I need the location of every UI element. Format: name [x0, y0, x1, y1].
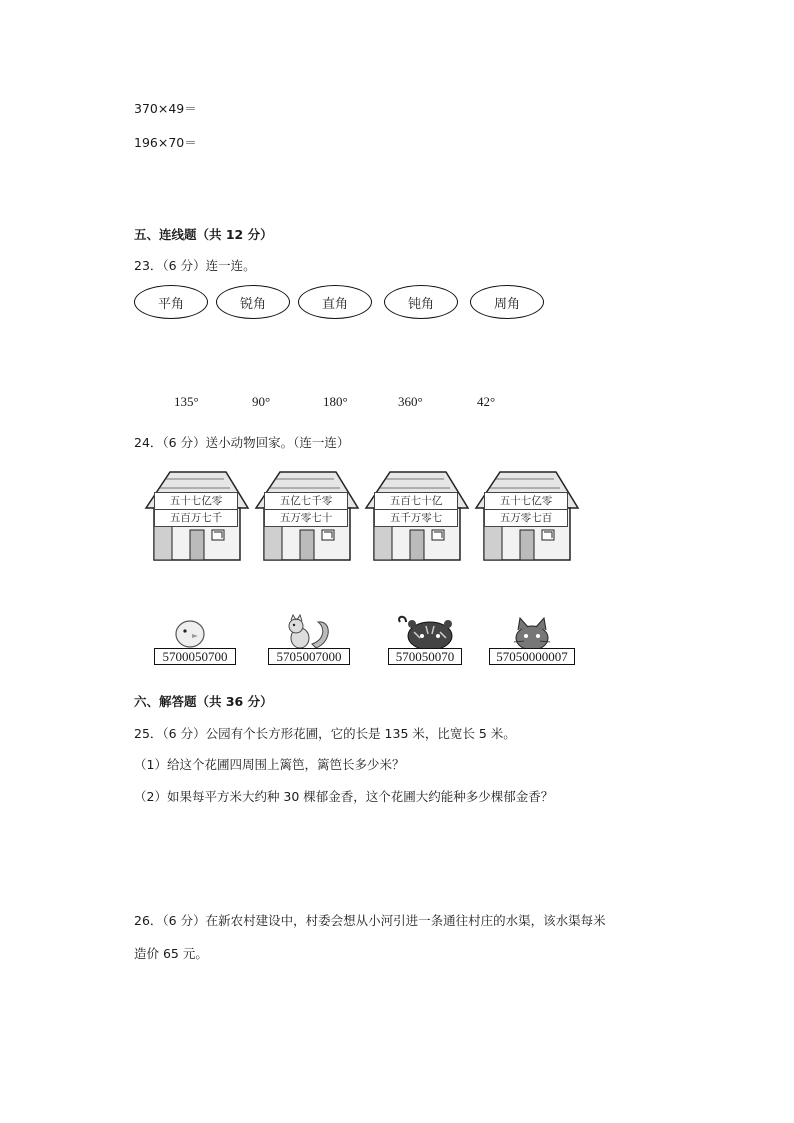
animal-number-2: 5705007000 [268, 648, 350, 665]
question-25-stem: 25．（6 分）公园有个长方形花圃，它的长是 135 米，比宽长 5 米。 [134, 726, 516, 741]
squirrel-icon [260, 612, 360, 652]
degree-label-5: 42° [477, 394, 496, 409]
house-plate-line2: 五百万七千 [169, 512, 223, 524]
house-plate [374, 492, 458, 527]
question-25-sub-2: （2）如果每平方米大约种 30 棵郁金香，这个花圃大约能种多少棵郁金香？ [134, 789, 554, 804]
degree-label-4: 360° [398, 394, 423, 409]
degree-label-1: 135° [174, 394, 199, 409]
question-26-stem-line-2: 造价 65 元。 [134, 946, 208, 961]
angle-oval-1: 平角 [134, 285, 208, 319]
animal-number-1: 5700050700 [154, 648, 236, 665]
house-plate-line1: 五十七亿零 [485, 493, 567, 510]
house-plate-line2: 五万零七十 [279, 512, 333, 524]
section-6-heading: 六、解答题（共 36 分） [134, 694, 273, 709]
tiger-icon [380, 612, 480, 652]
angle-oval-4: 钝角 [384, 285, 458, 319]
chick-icon [140, 612, 240, 652]
cat-icon [484, 612, 584, 652]
degree-label-2: 90° [252, 394, 271, 409]
question-26-stem-line-1: 26．（6 分）在新农村建设中，村委会想从小河引进一条通往村庄的水渠，该水渠每米 [134, 913, 606, 928]
house-1 [140, 468, 252, 564]
calc-line-2: 196×70＝ [134, 135, 197, 150]
house-plate-line2: 五万零七百 [499, 512, 553, 524]
section-5-heading: 五、连线题（共 12 分） [134, 227, 273, 242]
house-plate-line1: 五十七亿零 [155, 493, 237, 510]
house-plate-line2: 五千万零七 [389, 512, 443, 524]
house-plate-line1: 五亿七千零 [265, 493, 347, 510]
house-2 [250, 468, 362, 564]
question-24-stem: 24．（6 分）送小动物回家。（连一连） [134, 435, 350, 450]
angle-oval-5: 周角 [470, 285, 544, 319]
house-plate [484, 492, 568, 527]
question-25-sub-1: （1）给这个花圃四周围上篱笆，篱笆长多少米？ [134, 757, 405, 772]
calc-line-1: 370×49＝ [134, 101, 197, 116]
question-23-stem: 23．（6 分）连一连。 [134, 258, 256, 273]
degree-label-3: 180° [323, 394, 348, 409]
animal-number-3: 570050070 [388, 648, 462, 665]
house-4 [470, 468, 582, 564]
house-plate [154, 492, 238, 527]
house-plate [264, 492, 348, 527]
house-3 [360, 468, 472, 564]
house-plate-line1: 五百七十亿 [375, 493, 457, 510]
angle-oval-3: 直角 [298, 285, 372, 319]
animal-number-4: 57050000007 [489, 648, 575, 665]
angle-oval-2: 锐角 [216, 285, 290, 319]
